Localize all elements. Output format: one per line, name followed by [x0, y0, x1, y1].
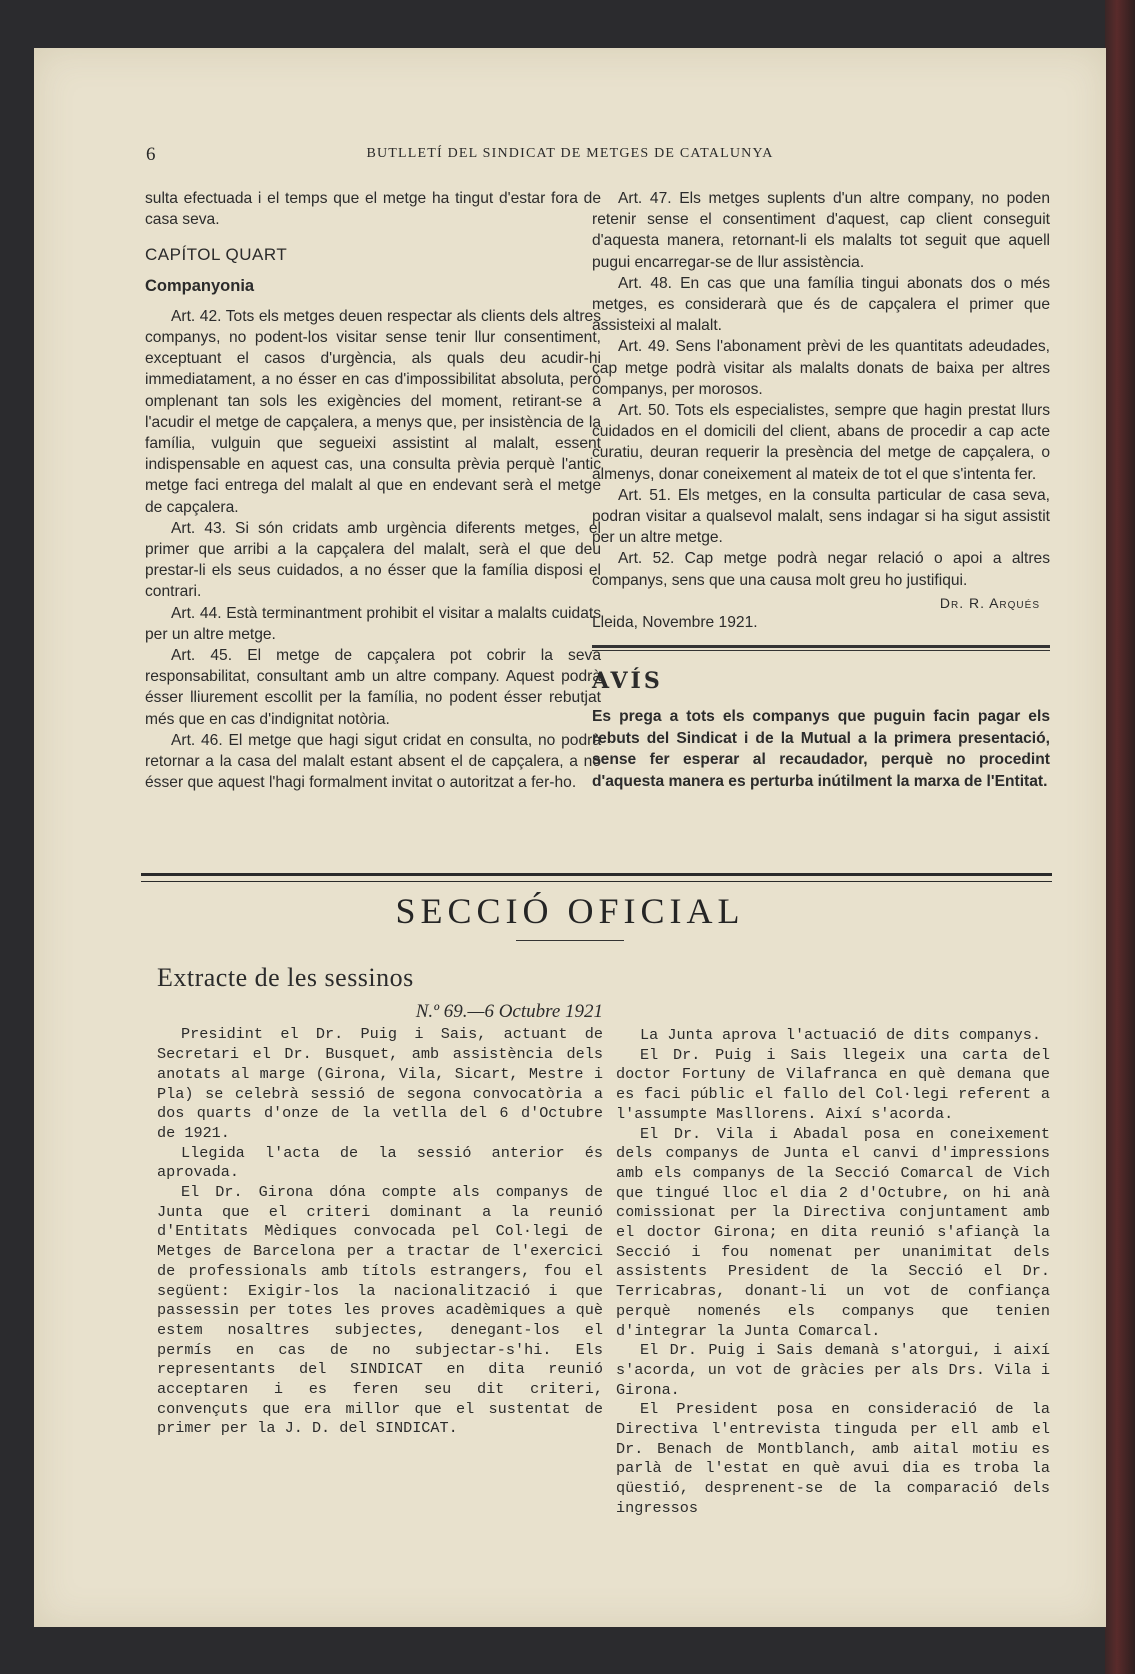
session-paragraph: El President posa en consideració de la Directiva l'entrevista tinguda per ell amb el Dr. Benach de Montblanch, amb aital motiu es parlà de l'estat en què avui dia es troba la qüestió, desprenent-se de la comparació dels ingressos — [616, 1400, 1050, 1517]
left-column-bottom — [157, 963, 603, 1439]
article-43: Art. 43. Si són cridats amb urgència diferents metges, el primer que arribi a la capçalera del malalt, serà el que deu prestar-li els seus cuidados, a no ésser que la família disposi el contrari. — [145, 519, 601, 601]
session-paragraph: Presidint el Dr. Puig i Sais, actuant de Secretari el Dr. Busquet, amb assistència dels anotats al marge (Girona, Vila, Sicart, Mestre i Pla) se celebrà sessió de segona convocatòria a dos quarts d'onze de la vetlla del 6 d'Octubre de 1921. — [157, 1025, 603, 1142]
extract-title: Extracte de les sessinos — [157, 963, 414, 992]
article-46: Art. 46. El metge que hagi sigut cridat en consulta, no podrà retornar a la casa del malalt estant absent el de capçalera, a no ésser que aquest l'hagi formalment invitat o autoritzat a fer-ho. — [145, 731, 601, 792]
session-paragraph: La Junta aprova l'actuació de dits companys. — [640, 1026, 1042, 1044]
chapter-subtitle: Companyonia — [145, 276, 255, 295]
intro-paragraph: sulta efectuada i el temps que el metge ha tingut d'estar fora de casa seva. — [145, 190, 601, 229]
article-50: Art. 50. Tots els especialistes, sempre que hagin prestat llurs cuidados en el domicili del client, abans de procedir a cap acte curatiu, deuran requerir la presència del metge de capçalera, o almenys, donar coneixement al mateix de tot el que s'intenta fer. — [592, 402, 1050, 483]
section-title-underline — [516, 940, 624, 941]
avis-title: AVÍS — [592, 668, 663, 695]
running-title: BUTLLETÍ DEL SINDICAT DE METGES DE CATALUNYA — [366, 146, 774, 161]
page-header — [34, 144, 1106, 168]
avis-text: Es prega a tots els companys que puguin facin pagar els rebuts del Sindicat i de la Mutual a la primera presentació, sense fer esperar al recaudador, perquè no procedint d'aquesta manera es perturba inútilment la marxa de l'Entitat. — [592, 708, 1050, 790]
article-47: Art. 47. Els metges suplents d'un altre company, no poden retenir sense el consentiment d'aquest, cap client conseguit d'aquesta manera, retornant-li els malalts tot seguit que aquell pugui encarregar-se de llur assistència. — [592, 190, 1050, 271]
signature: Dr. R. Arqués — [939, 594, 1040, 611]
session-paragraph: El Dr. Girona dóna compte als companys de Junta que el criteri dominant a la reunió d'Entitats Mèdiques convocada pel Col·legi de Metges de Barcelona per a tractar de l'exercici de professionals amb títols estrangers, fou el següent: Exigir-los la nacionalització i que passessin per totes les proves acadèmiques a què estem nosaltres subjectes, denegant-los el permís en cas de no subjectar-s'hi. Els representants del SINDICAT en dita reunió acceptaren i es feren seu dit criteri, convençuts que era millor que el sustentat de primer per la J. D. del SINDICAT. — [157, 1183, 603, 1438]
article-44: Art. 44. Està terminantment prohibit el visitar a malalts cuidats per un altre metge. — [145, 604, 601, 643]
book-edge — [1105, 0, 1135, 1674]
article-42: Art. 42. Tots els metges deuen respectar als clients dels altres companys, no podent-los visitar sense tenir llur consentiment, exceptuant el casos d'urgència, als quals deu acudir-hi immediatament, a no ésser en cas d'impossibilitat absoluta, però omplenant tan sols les exigències del moment, retirant-se a l'acudir el metge de capçalera, a menys que, per insistència de la família, vulguin que segueixi assistint al malalt, essent indispensable en aquest cas, una consulta prèvia perquè l'antic metge faci entrega del malalt al que en endevant serà el metge de capçalera. — [145, 307, 601, 516]
article-45: Art. 45. El metge de capçalera pot cobrir la seva responsabilitat, consultant amb un altre company. Aquest podrà ésser lliurement escollit per la família, no podent ésser rebutjat més que en cas d'indignitat notòria. — [145, 647, 601, 728]
session-paragraph: Llegida l'acta de la sessió anterior és aprovada. — [157, 1143, 603, 1182]
session-paragraph: El Dr. Vila i Abadal posa en coneixement dels companys de Junta el canvi d'impressions amb els companys de la Secció Comarcal de Vich que tingué lloc el dia 2 d'Octubre, on hi anà comissionat per la Directiva conjuntament amb el doctor Girona; en dita reunió s'afiançà la Secció i fou nomenat per unanimitat dels assistents President de la Secció el Dr. Terricabras, donant-li un vot de confiança perquè nomenés els companys que tenien d'integrar la Junta Comarcal. — [616, 1124, 1050, 1340]
article-49: Art. 49. Sens l'abonament prèvi de les quantitats adeudades, cap metge podrà visitar als malalts donats de baixa per altres companys, per morosos. — [592, 338, 1050, 398]
article-48: Art. 48. En cas que una família tingui abonats dos o més metges, es considerarà que és de capçalera el primer que assisteixi al malalt. — [592, 274, 1050, 335]
article-52: Art. 52. Cap metge podrà negar relació o apoi a altres companys, sens que una causa molt greu ho justifiqui. — [592, 550, 1050, 589]
session-date: N.º 69.—6 Octubre 1921 — [415, 1000, 603, 1022]
session-paragraph: El Dr. Puig i Sais llegeix una carta del doctor Fortuny de Vilafranca en què demana que es faci públic el fallo del Col·legi referent a l'assumpte Masllorens. Així s'acorda. — [616, 1045, 1050, 1123]
document-page — [34, 48, 1106, 1627]
section-title: SECCIÓ OFICIAL — [395, 891, 745, 931]
section-rule — [141, 873, 1052, 882]
session-paragraph: El Dr. Puig i Sais demanà s'atorgui, i així s'acorda, un vot de gràcies per als Drs. Vila i Girona. — [616, 1341, 1050, 1399]
right-column-top — [592, 188, 1050, 792]
place-date: Lleida, Novembre 1921. — [592, 614, 758, 632]
left-column-top — [145, 188, 601, 793]
avis-top-rule — [592, 633, 1050, 648]
avis-top-rule-thin — [592, 650, 1050, 651]
page-number: 6 — [146, 144, 157, 165]
article-51: Art. 51. Els metges, en la consulta particular de casa seva, podran visitar a qualsevol malalt, sens indagar si ha sigut assistit per un altre metge. — [592, 486, 1050, 547]
right-column-bottom — [616, 1026, 1050, 1519]
chapter-heading: CAPÍTOL QUART — [145, 245, 288, 265]
